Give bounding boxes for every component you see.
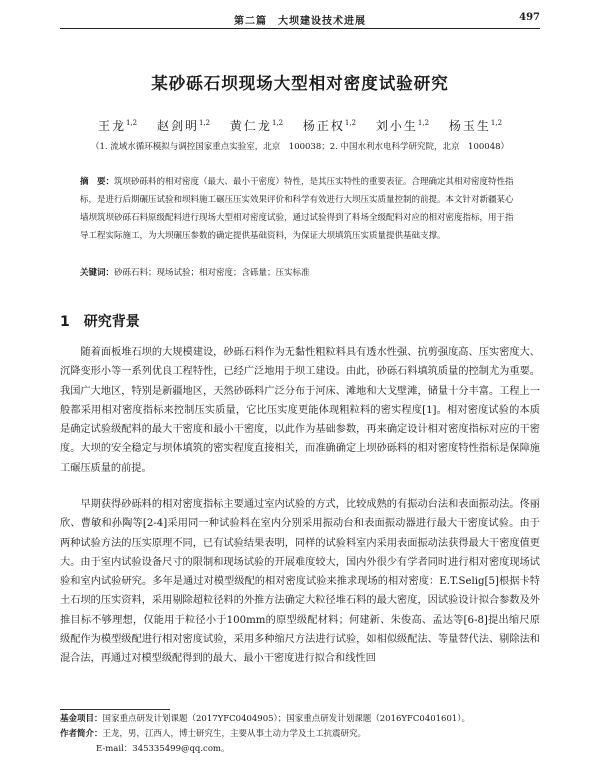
paragraph-text: 随着面板堆石坝的大规模建设，砂砾石料作为无黏性粗粒料具有透水性强、抗剪强度高、压实密度大、沉降变形小等一系列优良工程特性，已经广泛地用于坝工建设。由此，砂砾石料填筑质量的控制尤为重要。我国广大地区，特别是新疆地区，天然砂砾料广泛分布于河床、滩地和大戈壁滩，储量十分丰富。工程上一般都采用相对密度指标来控制压实质量，它比压实度更能体现粗粒料的密实程度[1]。相对密度试验的本质是确定试验级配料的最大干密度和最小干密度，以此作为基础参数，再来确定设计相对密度指标对应的干密度。大坝的安全稳定与坝体填筑的密实程度直接相关，而准确确定上坝砂砾料的相对密度特性指标是保障施工碾压质量的前提。 (60, 347, 540, 474)
keywords (80, 264, 520, 282)
author: 杨玉生$^{1,2}$ (448, 119, 503, 133)
running-head (60, 10, 540, 29)
author: 刘小生$^{1,2}$ (375, 119, 430, 133)
footnote-divider (60, 709, 170, 710)
section-heading (60, 311, 140, 331)
footnotes (60, 712, 540, 757)
author-note: 作者简介：王龙，男，江西人，博士研究生，主要从事土动力学及土工抗震研究。 (60, 729, 367, 739)
author-list (0, 117, 600, 134)
author: 黄仁龙$^{1,2}$ (229, 119, 284, 133)
author: 杨正权$^{1,2}$ (302, 119, 357, 133)
affiliation: （1. 流域水循环模拟与调控国家重点实验室，北京 100038；2. 中国水利水电科学研究院，北京 100048） (90, 142, 510, 152)
author: 赵剑明$^{1,2}$ (156, 119, 211, 133)
abstract (80, 173, 520, 245)
running-head-section: 第二篇 大坝建设技术进展 (234, 16, 366, 27)
body-paragraph (60, 495, 540, 669)
section-number: 1 (60, 314, 70, 330)
author: 王龙$^{1,2}$ (97, 119, 138, 133)
abstract-label: 摘 要： (80, 177, 115, 187)
author-email: E-mail：345335499@qq.com。 (96, 744, 230, 754)
keywords-label: 关键词： (80, 268, 115, 278)
body-paragraph (60, 343, 540, 478)
abstract-text: 筑坝砂砾料的相对密度（最大、最小干密度）特性，是其压实特性的重要表征。合理确定其相对密度特性指标，是进行后期碾压试验和坝料施工碾压压实效果评价和科学有效进行大坝压实质量控制的前提。本文针对新疆某心墙坝筑坝砂砾石料原级配料进行现场大型相对密度试验，通过试验得到了料场全级配料对应的相对密度指标，用于指导工程实际施工，为大坝碾压参数的确定提供基础资料，为保证大坝填筑压实质量提供基础支撑。 (80, 177, 514, 241)
section-title: 研究背景 (83, 314, 140, 330)
paragraph-text: 早期获得砂砾料的相对密度指标主要通过室内试验的方式，比较成熟的有振动台法和表面振动法。佟丽欣、曹敏和孙陶等[2-4]采用同一种试验料在室内分别采用振动台和表面振动器进行最大干密度试验。由于两种试验方法的压实原理不同，已有试验结果表明，同样的试验料室内采用表面振动法获得最大干密度值更大。由于室内试验设备尺寸的限制和现场试验的开展难度较大，国内外很少有学者同时进行相对密度现场试验和室内试验研究。多年是通过对模型级配的相对密度试验来推求现场的相对密度：E.T.Selig[5]根据卡特土石坝的压实资料，采用剔除超粒径料的外推方法确定大粒径堆石料的最大密度，因试验设计拟合参数及外推目标不够理想，仅能用于粒径小于100mm的原型级配材料；何建新、朱俊高、孟达等[6-8]提出缩尺原级配作为模型级配进行相对密度试验，采用多种缩尺方法进行试验，如相似级配法、等量替代法、剔除法和混合法，再通过对模型级配得到的最大、最小干密度进行拟合和线性回 (60, 499, 540, 665)
keywords-text: 砂砾石料；现场试验；相对密度；含砾量；压实标准 (114, 268, 310, 278)
fund-note: 基金项目：国家重点研发计划课题（2017YFC0404905）；国家重点研发计划课题（2016YFC0401601）。 (60, 714, 471, 724)
paper-title: 某砂砾石坝现场大型相对密度试验研究 (151, 74, 449, 93)
page-number: 497 (519, 12, 540, 23)
